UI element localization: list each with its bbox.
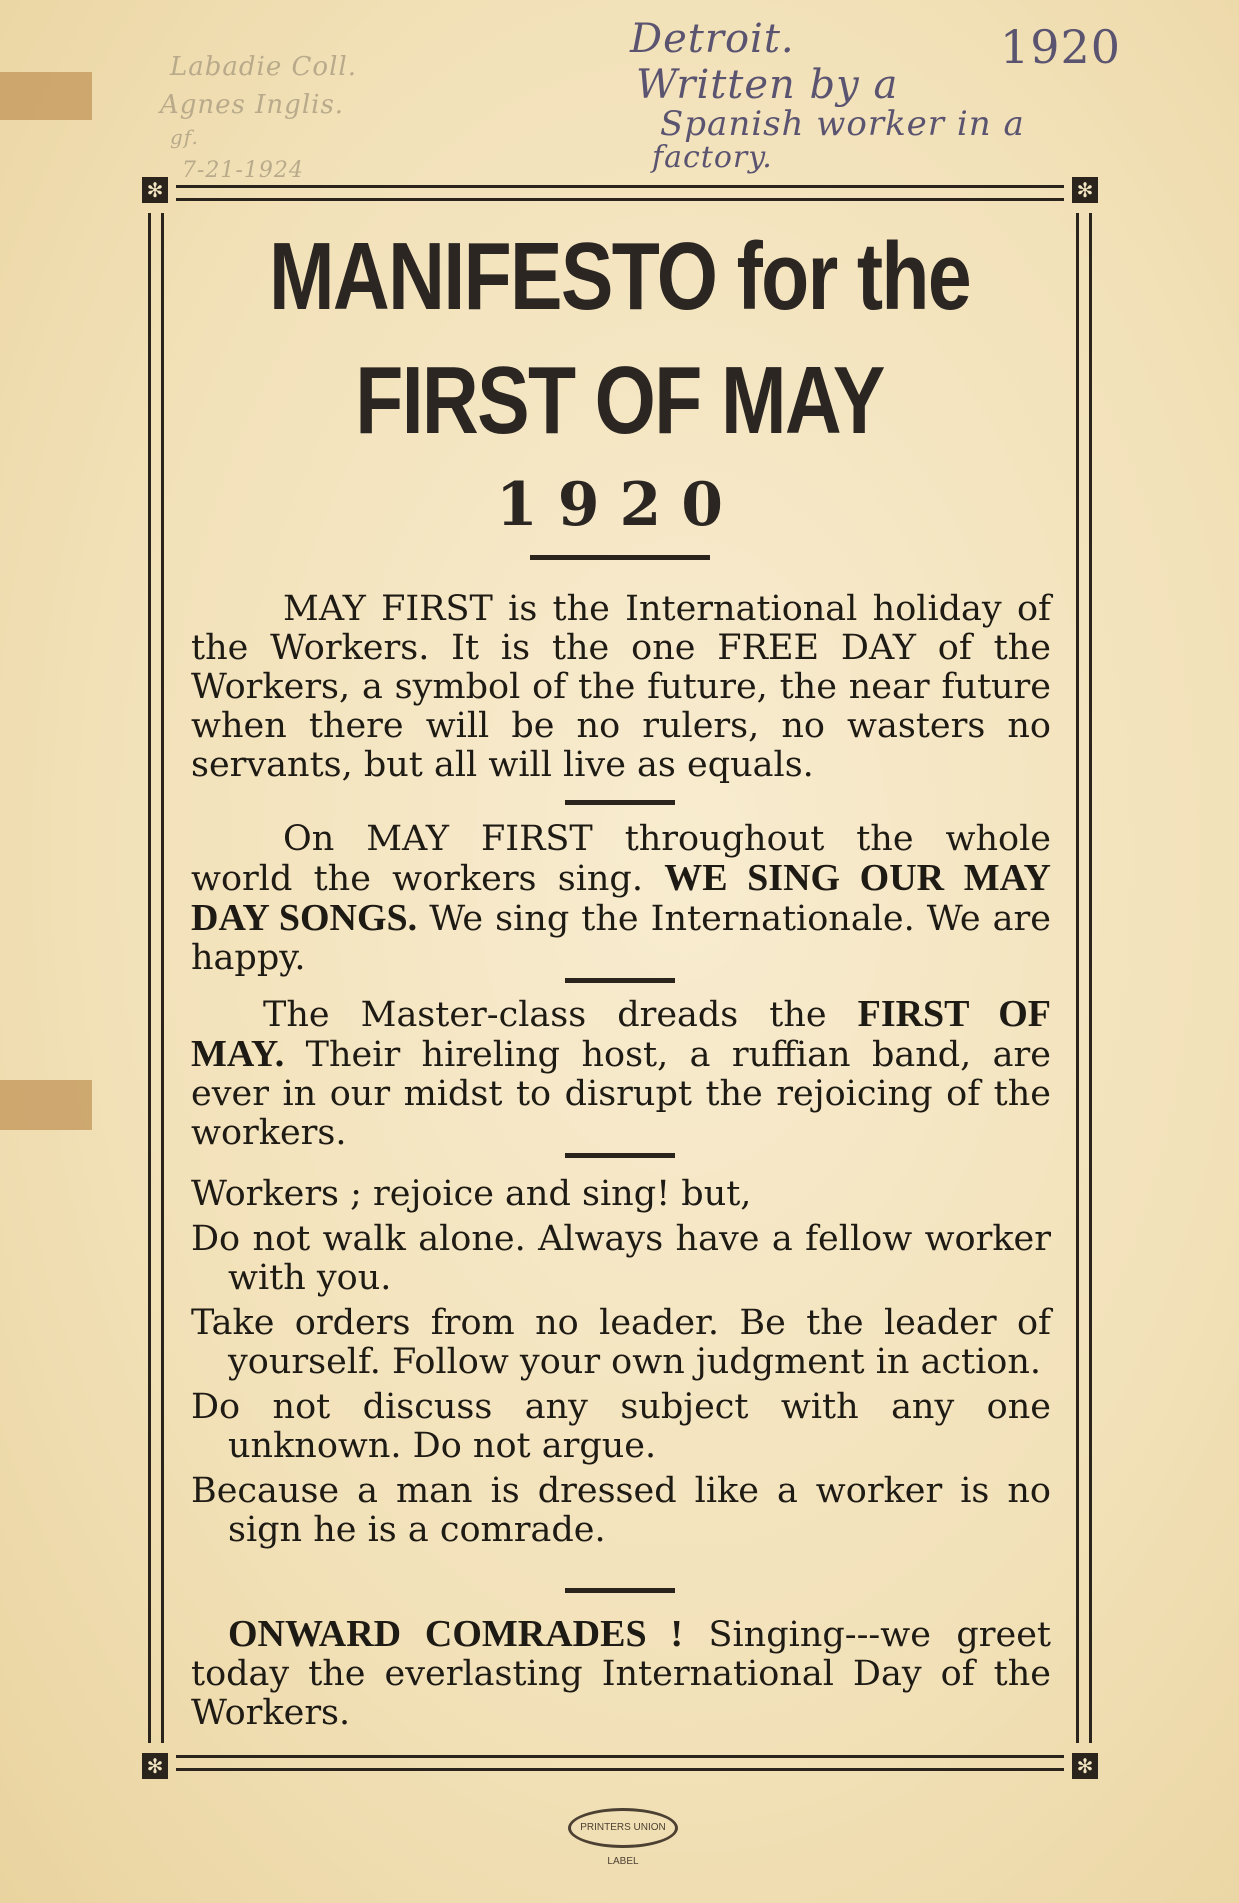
advice-item: Do not walk alone. Always have a fellow worker with you. bbox=[191, 1219, 1051, 1298]
advice-list bbox=[191, 1175, 1051, 1550]
emphasis-text: WE SING OUR MAY DAY SONGS. bbox=[191, 857, 1051, 939]
pencil-note-collection: Labadie Coll. bbox=[170, 52, 357, 82]
paragraph-text: Their hireling host, a ruffian band, are ever in our midst to disrupt the rejoicing of the workers. bbox=[191, 1035, 1051, 1153]
ink-note-written-by: Written by a bbox=[636, 62, 899, 108]
emphasis-text: ONWARD COMRADES ! bbox=[228, 1613, 684, 1655]
paragraph-may-first bbox=[191, 590, 1051, 785]
emphasis-text: FIRST OF MAY. bbox=[191, 993, 1051, 1075]
paragraph-workers-sing bbox=[191, 820, 1051, 978]
paragraph-text: MAY FIRST is the International holiday of the Workers. It is the one FREE DAY of the Workers, a symbol of the future, the near future when there will be no rulers, no wasters no servants, but all will live as equals. bbox=[191, 589, 1051, 785]
paragraph-text: The Master-class dreads the bbox=[263, 995, 858, 1035]
corner-ornament-icon: ✻ bbox=[1072, 1753, 1098, 1779]
divider bbox=[565, 1588, 675, 1593]
paragraph-master-class bbox=[191, 995, 1051, 1153]
ink-note-year: 1920 bbox=[1000, 20, 1122, 74]
corner-ornament-icon: ✻ bbox=[142, 1753, 168, 1779]
printer-union-mark: PRINTERS UNION LABEL bbox=[568, 1808, 678, 1848]
divider bbox=[565, 978, 675, 983]
divider bbox=[530, 555, 710, 560]
divider bbox=[565, 800, 675, 805]
paragraph-onward bbox=[191, 1615, 1051, 1733]
pencil-note-name: Agnes Inglis. bbox=[160, 90, 345, 120]
pencil-note-initials: gf. bbox=[170, 125, 199, 149]
title-line-1: MANIFESTO for the bbox=[268, 223, 970, 330]
border-top-rule bbox=[176, 185, 1064, 201]
paragraph-text: Singing---we greet today the everlasting International Day of the Workers. bbox=[191, 1615, 1051, 1733]
advice-item: Because a man is dressed like a worker is no sign he is a comrade. bbox=[191, 1471, 1051, 1550]
corner-ornament-icon: ✻ bbox=[1072, 177, 1098, 203]
paragraph-text: On MAY FIRST throughout the whole world the workers sing. bbox=[191, 819, 1051, 899]
title-year: 1920 bbox=[496, 470, 743, 540]
advice-item: Do not discuss any subject with any one unknown. Do not argue. bbox=[191, 1387, 1051, 1466]
advice-item: Workers ; rejoice and sing! but, bbox=[191, 1174, 752, 1214]
corner-ornament-icon: ✻ bbox=[142, 177, 168, 203]
ink-note-city: Detroit. bbox=[630, 16, 795, 62]
title-line-2: FIRST OF MAY bbox=[355, 347, 884, 454]
paragraph-text: We sing the Internationale. We are happy. bbox=[191, 899, 1051, 978]
ink-note-factory: factory. bbox=[652, 140, 773, 175]
tape-strip-middle bbox=[0, 1080, 92, 1130]
border-bottom-rule bbox=[176, 1755, 1064, 1771]
pencil-note-date: 7-21-1924 bbox=[182, 158, 304, 183]
divider bbox=[565, 1153, 675, 1158]
ink-note-spanish-worker: Spanish worker in a bbox=[660, 104, 1025, 144]
tape-strip-top bbox=[0, 72, 92, 120]
advice-item: Take orders from no leader. Be the leader of yourself. Follow your own judgment in action. bbox=[191, 1303, 1051, 1382]
